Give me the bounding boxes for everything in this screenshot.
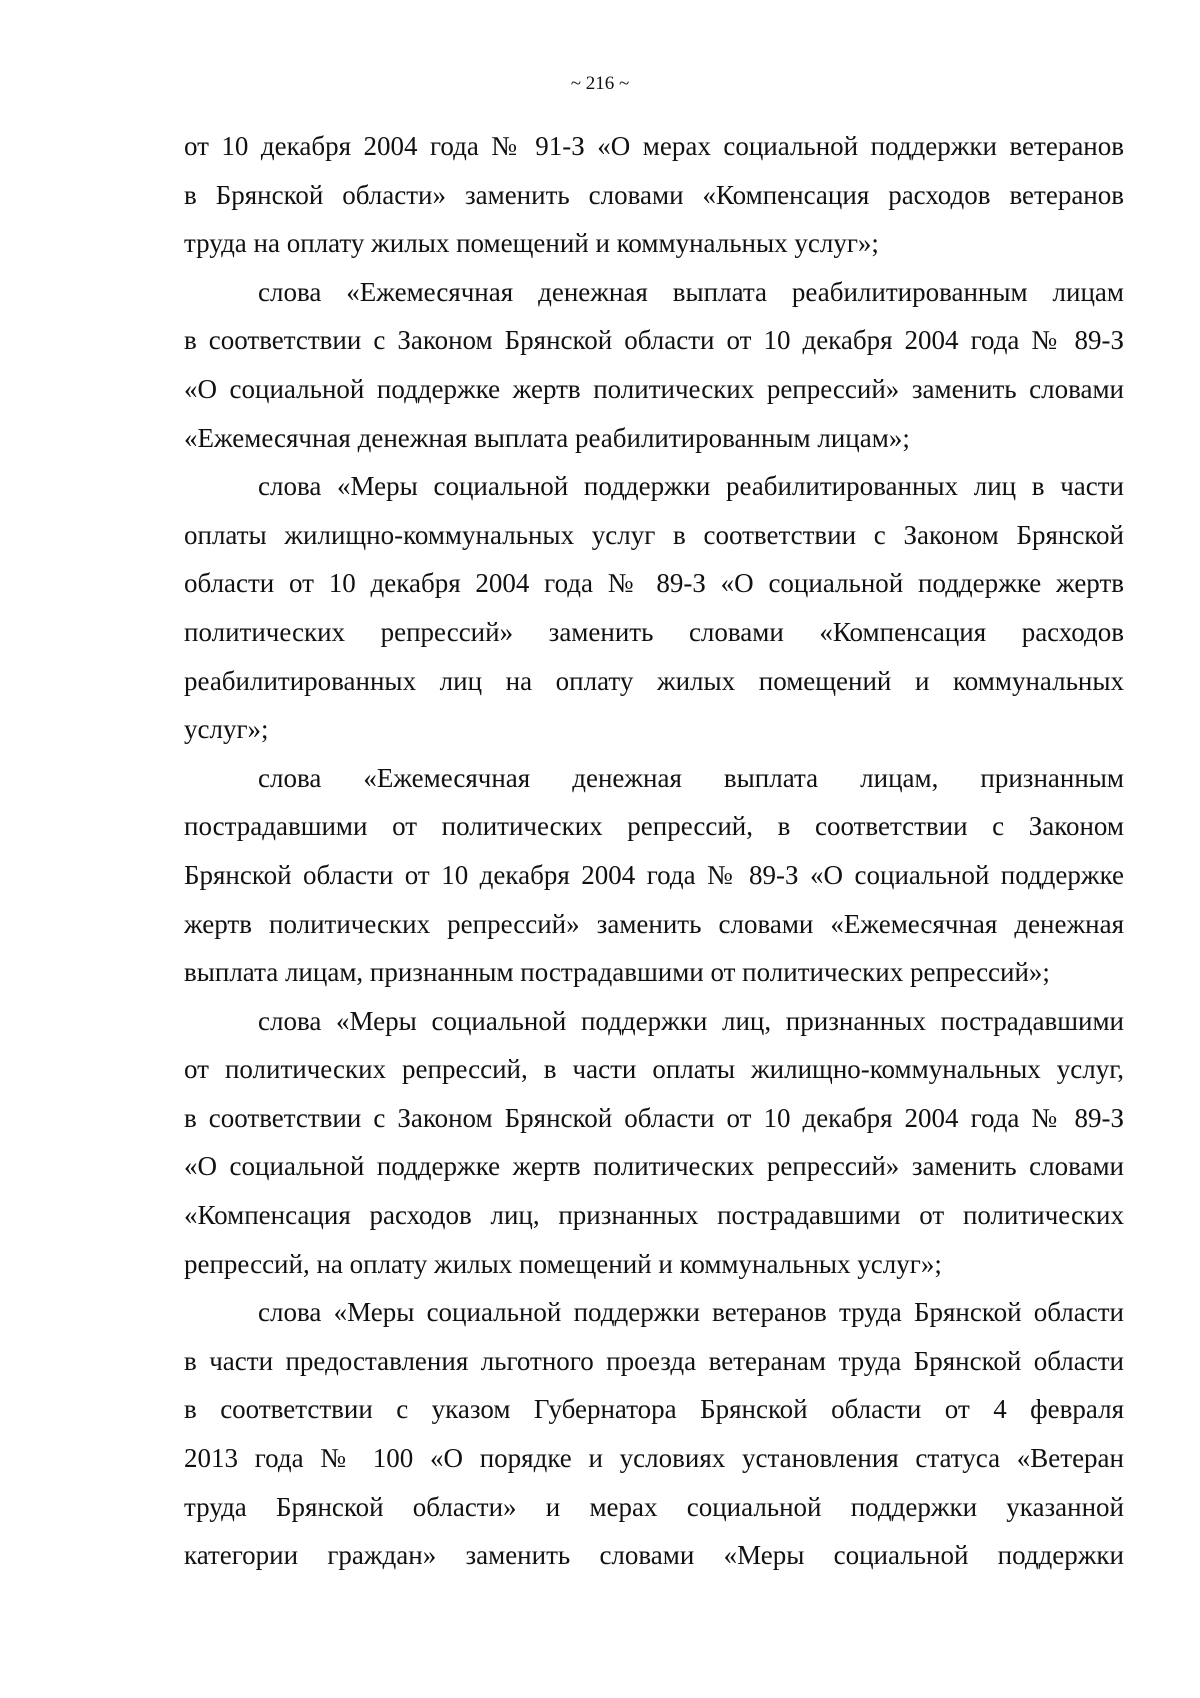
text-line: политических репрессий» заменить словами «Компенсация расходов xyxy=(184,616,1124,647)
text-line: в Брянской области» заменить словами «Компенсация расходов ветеранов xyxy=(184,179,1124,210)
page-number: ~ 216 ~ xyxy=(570,73,630,94)
text-line: выплата лицам, признанным пострадавшими от политических репрессий»; xyxy=(184,957,1050,988)
text-line: труда на оплату жилых помещений и коммунальных услуг»; xyxy=(184,228,879,259)
text-line: слова «Ежемесячная денежная выплата лицам, признанным xyxy=(258,762,1124,793)
text-line: репрессий, на оплату жилых помещений и коммунальных услуг»; xyxy=(184,1248,942,1279)
text-line: труда Брянской области» и мерах социальной поддержки указанной xyxy=(184,1491,1124,1522)
text-line: «О социальной поддержке жертв политических репрессий» заменить словами xyxy=(184,1151,1124,1182)
text-line: слова «Меры социальной поддержки реабилитированных лиц в части xyxy=(258,471,1124,502)
text-line: 2013 года № 100 «О порядке и условиях установления статуса «Ветеран xyxy=(184,1443,1124,1474)
paragraph-3 xyxy=(184,462,1124,754)
text-line: Брянской области от 10 декабря 2004 года № 89-З «О социальной поддержке xyxy=(184,859,1124,890)
text-line: от 10 декабря 2004 года № 91-З «О мерах социальной поддержки ветеранов xyxy=(184,131,1124,161)
text-line: жертв политических репрессий» заменить словами «Ежемесячная денежная xyxy=(184,908,1124,939)
text-line: слова «Меры социальной поддержки ветеранов труда Брянской области xyxy=(258,1297,1124,1328)
text-line: слова «Меры социальной поддержки лиц, признанных пострадавшими xyxy=(258,1005,1124,1036)
document-body xyxy=(184,122,1124,1580)
text-line: области от 10 декабря 2004 года № 89-З «О социальной поддержке жертв xyxy=(184,568,1124,599)
text-line: в части предоставления льготного проезда ветеранам труда Брянской области xyxy=(184,1345,1124,1376)
paragraph-5 xyxy=(184,997,1124,1289)
text-line: услуг»; xyxy=(184,714,269,745)
text-line: пострадавшими от политических репрессий, в соответствии с Законом xyxy=(184,811,1124,842)
text-line: в соответствии с Законом Брянской области от 10 декабря 2004 года № 89-З xyxy=(184,1102,1124,1133)
text-line: «О социальной поддержке жертв политических репрессий» заменить словами xyxy=(184,373,1124,404)
paragraph-2 xyxy=(184,268,1124,462)
text-line: «Ежемесячная денежная выплата реабилитированным лицам»; xyxy=(184,422,910,453)
paragraph-4 xyxy=(184,754,1124,997)
text-line: «Компенсация расходов лиц, признанных пострадавшими от политических xyxy=(184,1200,1124,1231)
text-line: в соответствии с Законом Брянской области от 10 декабря 2004 года № 89-З xyxy=(184,325,1124,356)
text-line: оплаты жилищно-коммунальных услуг в соответствии с Законом Брянской xyxy=(184,519,1124,550)
text-line: от политических репрессий, в части оплаты жилищно-коммунальных услуг, xyxy=(184,1054,1124,1085)
text-line: в соответствии с указом Губернатора Брянской области от 4 февраля xyxy=(184,1394,1124,1425)
paragraph-1 xyxy=(184,122,1124,268)
paragraph-6 xyxy=(184,1288,1124,1580)
text-line: категории граждан» заменить словами «Меры социальной поддержки xyxy=(184,1540,1124,1571)
text-line: слова «Ежемесячная денежная выплата реабилитированным лицам xyxy=(258,276,1124,307)
text-line: реабилитированных лиц на оплату жилых помещений и коммунальных xyxy=(184,665,1124,696)
